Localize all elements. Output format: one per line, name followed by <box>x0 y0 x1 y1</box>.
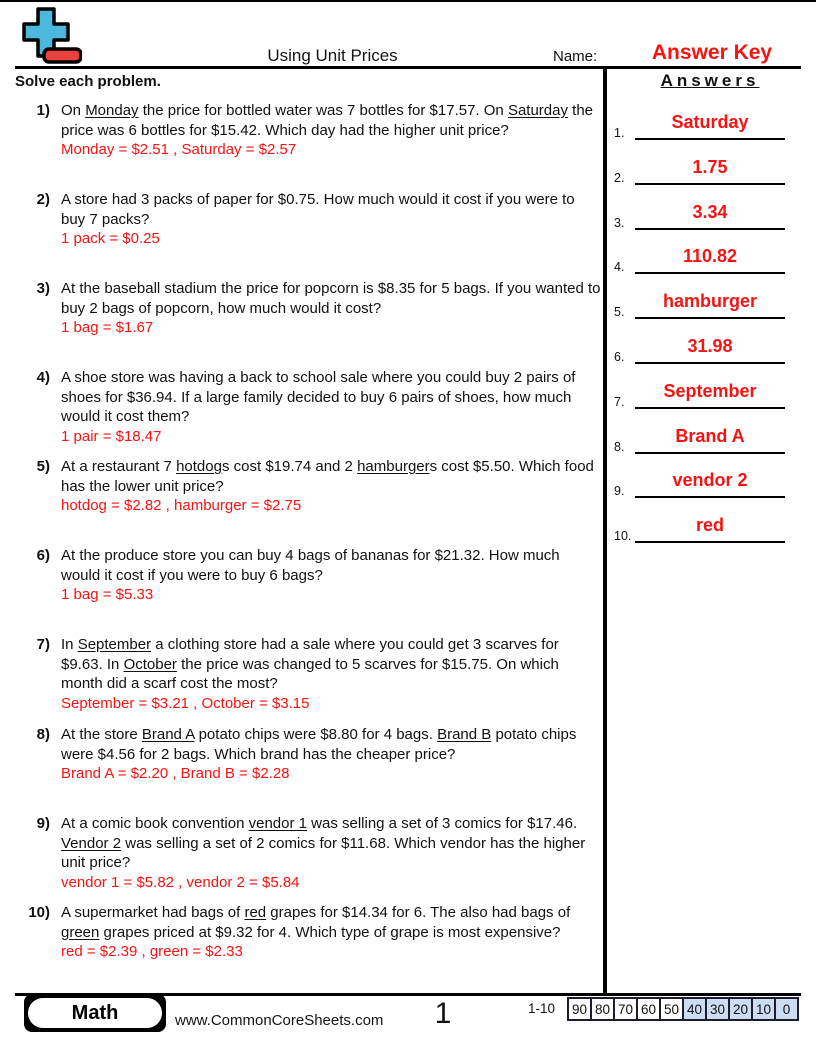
problem-item <box>20 190 601 249</box>
answer-value: 31.98 <box>687 336 733 356</box>
problem-number: 1) <box>36 102 50 119</box>
problem-item <box>20 814 601 892</box>
score-cell: 90 <box>569 999 590 1019</box>
answer-row <box>612 335 808 377</box>
problem-answer: 1 bag = $1.67 <box>61 319 154 336</box>
instructions-text: Solve each problem. <box>15 73 161 90</box>
grading-scale <box>567 997 799 1021</box>
problem-answer: September = $3.21 , October = $3.15 <box>61 694 310 712</box>
problem-question: At the baseball stadium the price for popcorn is $8.35 for 5 bags. If you wanted to buy 2 bags of popcorn, how much would it cost? <box>61 280 601 317</box>
problem-question: At the store Brand A potato chips were $8.80 for 4 bags. Brand B potato chips were $4.56 for 2 bags. Which brand has the cheaper price? <box>61 726 577 763</box>
answer-value: Saturday <box>671 112 749 132</box>
answer-number: 5. <box>614 305 625 319</box>
problem-question: At a comic book convention vendor 1 was selling a set of 3 comics for $17.46. Vendor 2 was selling a set of 2 comics for $11.68. Which vendor has the higher unit price? <box>61 815 586 871</box>
problem-answer: hotdog = $2.82 , hamburger = $2.75 <box>61 497 302 514</box>
score-cell: 50 <box>659 999 682 1019</box>
problem-question: On Monday the price for bottled water was 7 bottles for $17.57. On Saturday the price was 6 bottles for $15.42. Which day had the higher unit price? <box>61 102 594 139</box>
score-cell: 30 <box>705 999 728 1019</box>
answer-number: 10. <box>614 529 632 543</box>
answer-value: September <box>663 381 757 401</box>
answer-key-value: Answer Key <box>651 41 773 64</box>
answers-panel-title: Answers <box>660 71 760 90</box>
problem-number: 7) <box>36 636 50 653</box>
problem-number: 6) <box>36 547 50 564</box>
problem-answer: 1 pack = $0.25 <box>61 230 160 247</box>
answer-value: vendor 2 <box>672 470 748 490</box>
answer-row <box>612 514 808 556</box>
problem-number: 9) <box>36 815 50 832</box>
answer-number: 6. <box>614 350 625 364</box>
score-cell: 20 <box>728 999 751 1019</box>
problem-answer: vendor 1 = $5.82 , vendor 2 = $5.84 <box>61 873 300 891</box>
answer-row <box>612 245 808 287</box>
subject-badge <box>24 994 166 1032</box>
score-cell: 10 <box>751 999 774 1019</box>
problem-answer: Monday = $2.51 , Saturday = $2.57 <box>61 141 297 158</box>
answer-blank-line <box>635 496 785 498</box>
page-title: Using Unit Prices <box>267 46 398 65</box>
answer-row <box>612 290 808 332</box>
answer-row <box>612 201 808 243</box>
problem-number: 2) <box>36 191 50 208</box>
answer-blank-line <box>635 452 785 454</box>
problem-question: In September a clothing store had a sale where you could get 3 scarves for $9.63. In October the price was changed to 5 scarves for $15.75. On which month did a scarf cost the most? <box>61 636 559 692</box>
answer-row <box>612 156 808 198</box>
answer-blank-line <box>635 407 785 409</box>
problem-question: At a restaurant 7 hotdogs cost $19.74 and 2 hamburgers cost $5.50. Which food has the lower unit price? <box>61 458 594 495</box>
problem-answer: 1 bag = $5.33 <box>61 586 154 603</box>
answer-number: 8. <box>614 440 625 454</box>
problem-item <box>20 903 601 962</box>
answer-blank-line <box>635 228 785 230</box>
answer-row <box>612 380 808 422</box>
answer-blank-line <box>635 272 785 274</box>
answer-value: 110.82 <box>682 246 738 266</box>
answer-blank-line <box>635 317 785 319</box>
problem-item <box>20 279 601 338</box>
answer-number: 2. <box>614 171 625 185</box>
answer-number: 7. <box>614 395 625 409</box>
answer-value: Brand A <box>675 426 745 446</box>
page-top-border <box>0 0 816 2</box>
answer-number: 4. <box>614 260 625 274</box>
problem-item <box>20 546 601 605</box>
problem-question: At the produce store you can buy 4 bags of bananas for $21.32. How much would it cost if you were to buy 6 bags? <box>61 547 560 584</box>
score-range-label: 1-10 <box>528 1001 556 1016</box>
problem-item <box>20 635 601 713</box>
answer-number: 9. <box>614 484 625 498</box>
answer-value: red <box>695 515 724 535</box>
score-cell: 60 <box>636 999 659 1019</box>
score-cell: 40 <box>682 999 705 1019</box>
name-label: Name: <box>553 48 598 65</box>
problem-number: 3) <box>36 280 50 297</box>
problem-number: 8) <box>36 726 50 743</box>
answer-number: 3. <box>614 216 625 230</box>
answer-blank-line <box>635 541 785 543</box>
website-url: www.CommonCoreSheets.com <box>175 1012 384 1029</box>
column-divider <box>603 69 607 993</box>
page-number: 1 <box>434 997 452 1030</box>
problem-question: A store had 3 packs of paper for $0.75. How much would it cost if you were to buy 7 packs? <box>61 191 575 228</box>
header-divider <box>15 66 801 69</box>
problem-question: A shoe store was having a back to school sale where you could buy 2 pairs of shoes for $36.94. If a large family decided to buy 6 pairs of shoes, how much would it cost them? <box>61 369 576 425</box>
score-cell: 80 <box>590 999 613 1019</box>
score-cell: 70 <box>613 999 636 1019</box>
subject-label: Math <box>28 998 162 1028</box>
answer-blank-line <box>635 362 785 364</box>
answer-blank-line <box>635 138 785 140</box>
answer-number: 1. <box>614 126 625 140</box>
answer-blank-line <box>635 183 785 185</box>
answer-row <box>612 425 808 467</box>
problem-number: 10) <box>28 904 50 921</box>
problem-item <box>20 457 601 516</box>
problem-answer: Brand A = $2.20 , Brand B = $2.28 <box>61 765 290 782</box>
answer-value: hamburger <box>662 291 758 311</box>
problem-item <box>20 368 601 446</box>
problem-number: 4) <box>36 369 50 386</box>
problem-item <box>20 725 601 784</box>
answer-value: 1.75 <box>692 157 728 177</box>
problem-answer: red = $2.39 , green = $2.33 <box>61 943 243 960</box>
problem-number: 5) <box>36 458 50 475</box>
answer-row <box>612 469 808 511</box>
answer-value: 3.34 <box>692 202 728 222</box>
problem-item <box>20 101 601 160</box>
answer-row <box>612 111 808 153</box>
score-cell: 0 <box>774 999 797 1019</box>
problem-answer: 1 pair = $18.47 <box>61 427 162 445</box>
problem-question: A supermarket had bags of red grapes for $14.34 for 6. The also had bags of green grapes priced at $9.32 for 4. Which type of grape is most expensive? <box>61 904 571 941</box>
